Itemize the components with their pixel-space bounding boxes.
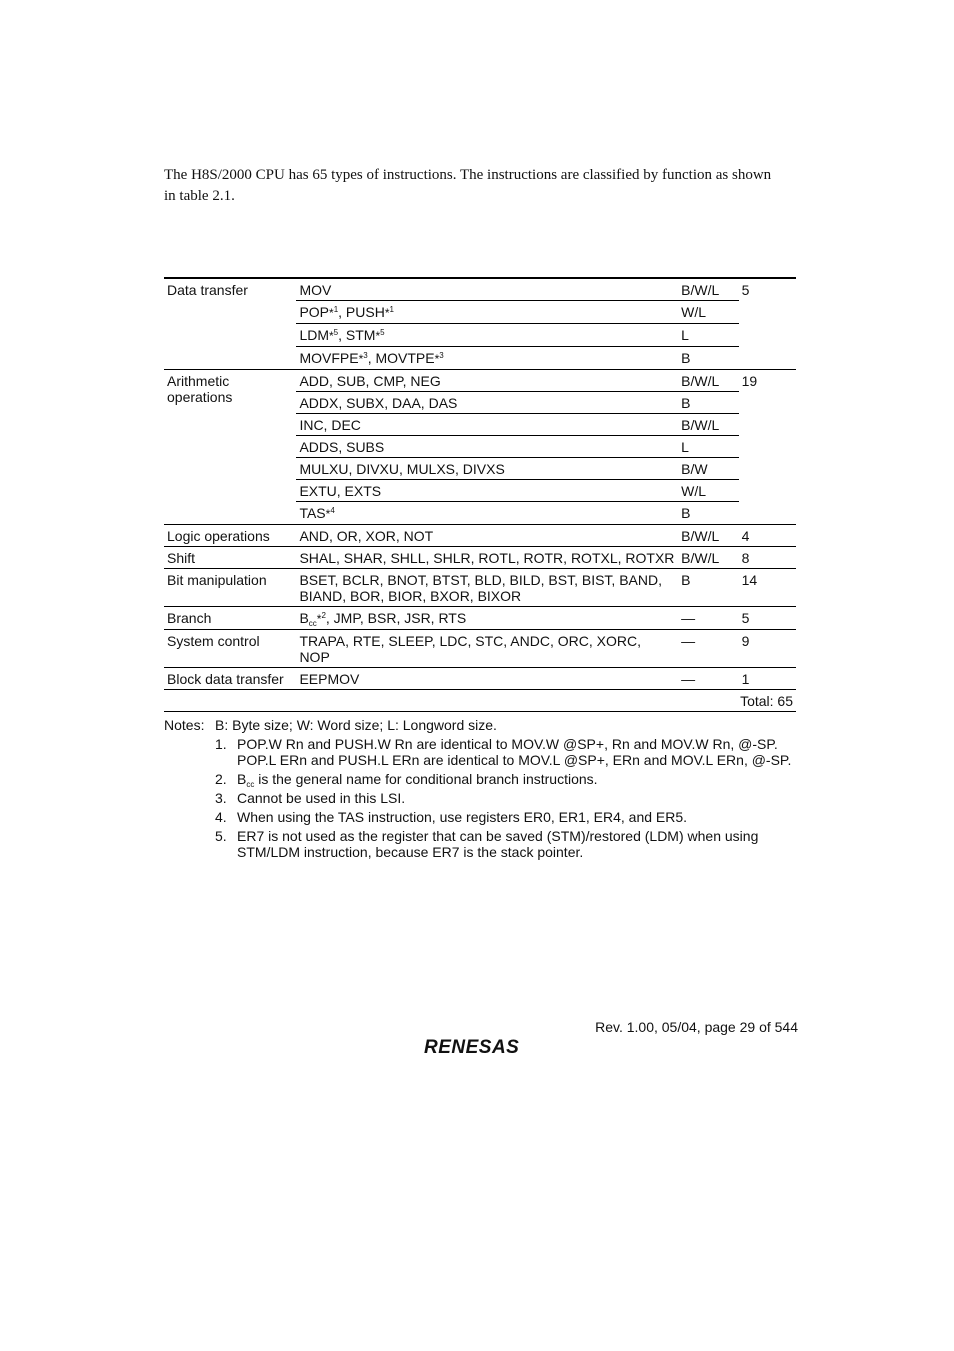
text-segment: ADDS, SUBS [299,439,385,455]
size-cell: B/W/L [678,525,738,547]
text-segment: ADD, SUB, CMP, NEG [299,373,441,389]
text-segment: POP.W Rn and PUSH.W Rn are identical to MOV.W @SP+, Rn and MOV.W Rn, @-SP. POP.L ERn and PUSH.L ERn are identical to MOV.L @SP+, ERn and MOV.L ERn, @-SP. [237,736,792,768]
note-number: 5. [215,828,227,844]
sup-mark: 3 [439,351,444,360]
note-number: 2. [215,771,227,787]
types-cell: 8 [739,547,796,569]
star-mark: * [434,352,440,366]
size-cell: B/W/L [678,278,738,301]
sup-mark: 1 [333,305,339,314]
text-segment: ER7 is not used as the register that can be saved (STM)/restored (LDM) when using STM/LDM instruction, because ER7 is the stack pointer. [237,828,759,860]
text-segment: , PUSH [338,304,385,320]
star-mark: * [358,352,364,366]
function-cell: Shift [164,547,296,569]
size-cell: W/L [678,480,738,502]
note-number: 1. [215,736,227,752]
table-row [164,278,796,301]
sub-mark: cc [246,780,255,789]
size-cell: B/W/L [678,547,738,569]
renesas-logo [422,1035,542,1057]
note-text [237,771,799,787]
text-segment: Cannot be used in this LSI. [237,790,406,806]
star-mark: * [384,306,390,320]
size-cell: B [678,569,738,607]
instruction-cell [296,301,678,324]
sup-mark: 5 [333,328,339,337]
note-text [237,790,799,806]
size-cell: W/L [678,301,738,324]
table-row [164,668,796,690]
text-segment: is the general name for conditional branch instructions. [254,771,598,787]
text-segment: MOVFPE [299,350,359,366]
function-cell: System control [164,630,296,668]
types-cell: 1 [739,668,796,690]
size-cell: B [678,502,738,525]
text-segment: EEPMOV [299,671,360,687]
star-mark: * [329,329,334,343]
total-cell: Total: 65 [164,690,796,712]
function-cell: Bit manipulation [164,569,296,607]
text-segment: TRAPA, RTE, SLEEP, LDC, STC, ANDC, ORC, XORC, NOP [299,633,641,665]
size-cell: B [678,392,738,414]
types-cell: 4 [739,525,796,547]
text-segment: B [299,610,309,626]
star-mark: * [325,507,331,521]
star-mark: * [375,329,381,343]
text-segment: , JMP, BSR, JSR, RTS [325,610,467,626]
sub-mark: cc [308,619,317,628]
text-segment: INC, DEC [299,417,361,433]
size-cell: L [678,324,738,347]
size-cell: B [678,347,738,370]
table-row [164,569,796,607]
notes [164,717,804,860]
note-item [215,809,804,825]
size-cell: B/W/L [678,370,738,392]
total-row [164,690,796,712]
page-footer: Rev. 1.00, 05/04, page 29 of 544 [595,1019,798,1035]
star-mark: * [329,306,334,320]
text-segment: , STM [338,327,376,343]
text-segment: ADDX, SUBX, DAA, DAS [299,395,458,411]
function-cell: Block data transfer [164,668,296,690]
instruction-cell [296,324,678,347]
intro-paragraph: The H8S/2000 CPU has 65 types of instructions. The instructions are classified by function as shown in table 2.1. [164,167,772,204]
instruction-cell [296,607,678,630]
text-segment: , MOVTPE [367,350,435,366]
text-segment: MULXU, DIVXU, MULXS, DIVXS [299,461,505,477]
text-segment: B [237,771,247,787]
instruction-cell [296,392,678,414]
function-cell: Data transfer [164,278,296,370]
instruction-cell [296,458,678,480]
notes-label: Notes: [164,717,205,733]
note-text [237,809,799,825]
instruction-cell [296,569,678,607]
sup-mark: 4 [330,506,335,515]
note-item [215,736,804,768]
instruction-table [164,277,796,712]
sup-mark: 5 [380,328,385,337]
types-cell: 14 [739,569,796,607]
instruction-cell [296,436,678,458]
text-segment: BSET, BCLR, BNOT, BTST, BLD, BILD, BST, BIST, BAND, BIAND, BOR, BIOR, BXOR, BIXOR [299,572,662,604]
types-cell: 19 [739,370,796,525]
function-cell: Logic operations [164,525,296,547]
instruction-cell [296,278,678,301]
instruction-cell [296,370,678,392]
instruction-cell [296,668,678,690]
types-cell: 5 [739,278,796,370]
star-mark: * [316,612,322,626]
logo-text: RENESAS [424,1037,520,1057]
notes-head: B: Byte size; W: Word size; L: Longword size. [215,717,497,733]
table-row [164,525,796,547]
sup-mark: 1 [389,305,394,314]
note-text [237,828,799,860]
text-segment: EXTU, EXTS [299,483,382,499]
size-cell: B/W/L [678,414,738,436]
text-segment: TAS [299,505,326,521]
instruction-cell [296,630,678,668]
text-segment: LDM [299,327,329,343]
text-segment: AND, OR, XOR, NOT [299,528,434,544]
sup-mark: 2 [321,611,326,620]
instruction-cell [296,525,678,547]
instruction-cell [296,347,678,370]
size-cell: — [678,630,738,668]
sup-mark: 3 [363,351,368,360]
size-cell: L [678,436,738,458]
note-item [215,790,804,806]
function-cell: Arithmetic operations [164,370,296,525]
note-number: 4. [215,809,227,825]
table-row [164,630,796,668]
instruction-cell [296,480,678,502]
instruction-cell [296,502,678,525]
types-cell: 9 [739,630,796,668]
text-segment: When using the TAS instruction, use registers ER0, ER1, ER4, and ER5. [237,809,688,825]
size-cell: — [678,668,738,690]
text-segment: SHAL, SHAR, SHLL, SHLR, ROTL, ROTR, ROTXL, ROTXR [299,550,675,566]
table-row [164,370,796,392]
instruction-cell [296,414,678,436]
instruction-cell [296,547,678,569]
text-segment: POP [299,304,330,320]
table-row [164,607,796,630]
size-cell: B/W [678,458,738,480]
function-cell: Branch [164,607,296,630]
size-cell: — [678,607,738,630]
note-item [215,771,804,787]
types-cell: 5 [739,607,796,630]
note-text [237,736,799,768]
text-segment: MOV [299,282,332,298]
note-number: 3. [215,790,227,806]
table-row [164,547,796,569]
note-item [215,828,804,860]
